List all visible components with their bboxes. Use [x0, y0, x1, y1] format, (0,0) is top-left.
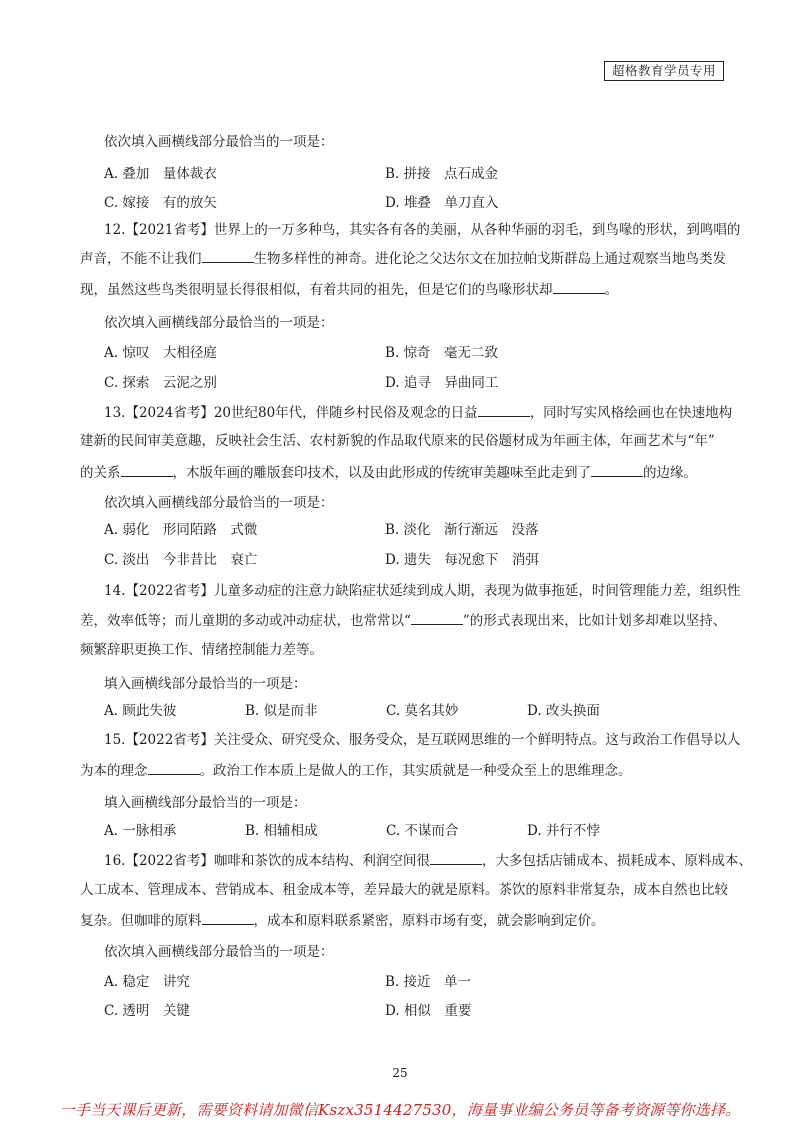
page-number: 25 [392, 1066, 408, 1080]
q16-line-3b: ，成本和原料联系紧密，原料市场有变，就会影响到定价。 [253, 913, 605, 929]
q15-line-1: 15.【2022省考】关注受众、研究受众、服务受众，是互联网思维的一个鲜明特点。这与政治工作倡导以人 [104, 732, 741, 748]
header-label: 超格教育学员专用 [604, 61, 724, 81]
blank-line [553, 279, 605, 294]
q12-line-2b: 生物多样性的神奇。进化论之父达尔文在加拉帕戈斯群岛上通过观察当地鸟类发 [253, 251, 726, 267]
q14-option-d: D. 改头换面 [527, 703, 600, 719]
q16-line-1 [104, 850, 752, 871]
footer-note: 一手当天课后更新，需要资料请加微信Kszx3514427530，海量事业编公务员等备考资源等你选择。 [59, 1101, 741, 1119]
q14-option-c: C. 莫名其妙 [386, 703, 459, 719]
q13-prompt: 依次填入画横线部分最恰当的一项是： [104, 495, 334, 511]
q16-line-1b: ，大多包括店铺成本、损耗成本、原料成本、 [481, 853, 752, 869]
q13-line-3c: 的边缘。 [643, 465, 697, 481]
q12-line-2a: 声音，不能不让我们 [80, 251, 202, 267]
q16-line-2: 人工成本、管理成本、营销成本、租金成本等，差异最大的就是原料。茶饮的原料非常复杂，成本自然也比较 [80, 882, 728, 898]
q12-line-3a: 现，虽然这些鸟类很明显长得很相似，有着共同的祖先，但是它们的鸟喙形状却 [80, 282, 553, 298]
q15-prompt: 填入画横线部分最恰当的一项是： [104, 795, 307, 811]
q11-option-a: A. 叠加 量体裁衣 [104, 166, 217, 182]
q16-prompt: 依次填入画横线部分最恰当的一项是： [104, 944, 334, 960]
blank-line [591, 462, 643, 477]
q12-line-3 [80, 279, 618, 300]
q13-line-3b: ，木版年画的雕版套印技术，以及由此形成的传统审美趣味至此走到了 [172, 465, 591, 481]
blank-line [430, 850, 482, 865]
q12-line-3b: 。 [604, 282, 618, 298]
q14-line-3: 频繁辞职更换工作、情绪控制能力差等。 [80, 642, 323, 658]
q15-line-2b: 。政治工作本质上是做人的工作，其实质就是一种受众至上的思维理念。 [199, 763, 632, 779]
q15-line-2 [80, 760, 632, 781]
q16-option-c: C. 透明 关键 [104, 1003, 190, 1019]
q13-option-d: D. 遗失 每况愈下 消弭 [385, 552, 539, 568]
blank-line [411, 610, 463, 625]
q14-option-a: A. 顾此失彼 [104, 703, 177, 719]
q14-line-1: 14.【2022省考】儿童多动症的注意力缺陷症状延续到成人期，表现为做事拖延，时间管理能力差，组织性 [104, 583, 741, 599]
q11-option-b: B. 拼接 点石成金 [385, 166, 499, 182]
q14-line-2a: 差，效率低等；而儿童期的多动或冲动症状，也常常以“ [80, 613, 411, 629]
blank-line [148, 760, 200, 775]
q16-option-d: D. 相似 重要 [385, 1003, 472, 1019]
q13-option-a: A. 弱化 形同陌路 式微 [104, 522, 258, 538]
q16-option-a: A. 稳定 讲究 [104, 974, 190, 990]
q15-option-b: B. 相辅相成 [245, 823, 318, 839]
q11-option-d: D. 堆叠 单刀直入 [385, 195, 499, 211]
blank-line [121, 462, 173, 477]
q13-line-3a: 的关系 [80, 465, 121, 481]
q16-option-b: B. 接近 单一 [385, 974, 472, 990]
blank-line [202, 248, 254, 263]
q12-prompt: 依次填入画横线部分最恰当的一项是： [104, 315, 334, 331]
blank-line [202, 910, 254, 925]
q15-option-a: A. 一脉相承 [104, 823, 177, 839]
q13-line-1 [104, 402, 732, 423]
q14-option-b: B. 似是而非 [245, 703, 318, 719]
q13-line-3 [80, 462, 697, 483]
q16-line-3a: 复杂。但咖啡的原料 [80, 913, 202, 929]
q11-option-c: C. 嫁接 有的放矢 [104, 195, 217, 211]
q13-line-1b: ，同时写实风格绘画也在快速地构 [529, 405, 733, 421]
q15-option-d: D. 并行不悖 [527, 823, 600, 839]
q16-line-1a: 16.【2022省考】咖啡和茶饮的成本结构、利润空间很 [104, 853, 430, 869]
q16-line-3 [80, 910, 605, 931]
q14-line-2b: ”的形式表现出来，比如计划多却难以坚持、 [462, 613, 727, 629]
q15-line-2a: 为本的理念 [80, 763, 148, 779]
q13-line-2: 建新的民间审美意趣，反映社会生活、农村新貌的作品取代原来的民俗题材成为年画主体，年画艺术与“年” [80, 433, 715, 449]
q13-option-b: B. 淡化 渐行渐远 没落 [385, 522, 539, 538]
q13-option-c: C. 淡出 今非昔比 衰亡 [104, 552, 258, 568]
q15-option-c: C. 不谋而合 [386, 823, 459, 839]
q12-option-c: C. 探索 云泥之别 [104, 375, 217, 391]
q12-line-2 [80, 248, 726, 269]
q13-line-1a: 13.【2024省考】20世纪80年代，伴随乡村民俗及观念的日益 [104, 405, 478, 421]
q12-line-1: 12.【2021省考】世界上的一万多种鸟，其实各有各的美丽，从各种华丽的羽毛，到鸟喙的形状，到鸣唱的 [104, 222, 741, 238]
q11-prompt: 依次填入画横线部分最恰当的一项是： [104, 134, 334, 150]
q12-option-d: D. 追寻 异曲同工 [385, 375, 499, 391]
q12-option-b: B. 惊奇 毫无二致 [385, 345, 499, 361]
q14-line-2 [80, 610, 726, 631]
q14-prompt: 填入画横线部分最恰当的一项是： [104, 676, 307, 692]
blank-line [478, 402, 530, 417]
q12-option-a: A. 惊叹 大相径庭 [104, 345, 217, 361]
